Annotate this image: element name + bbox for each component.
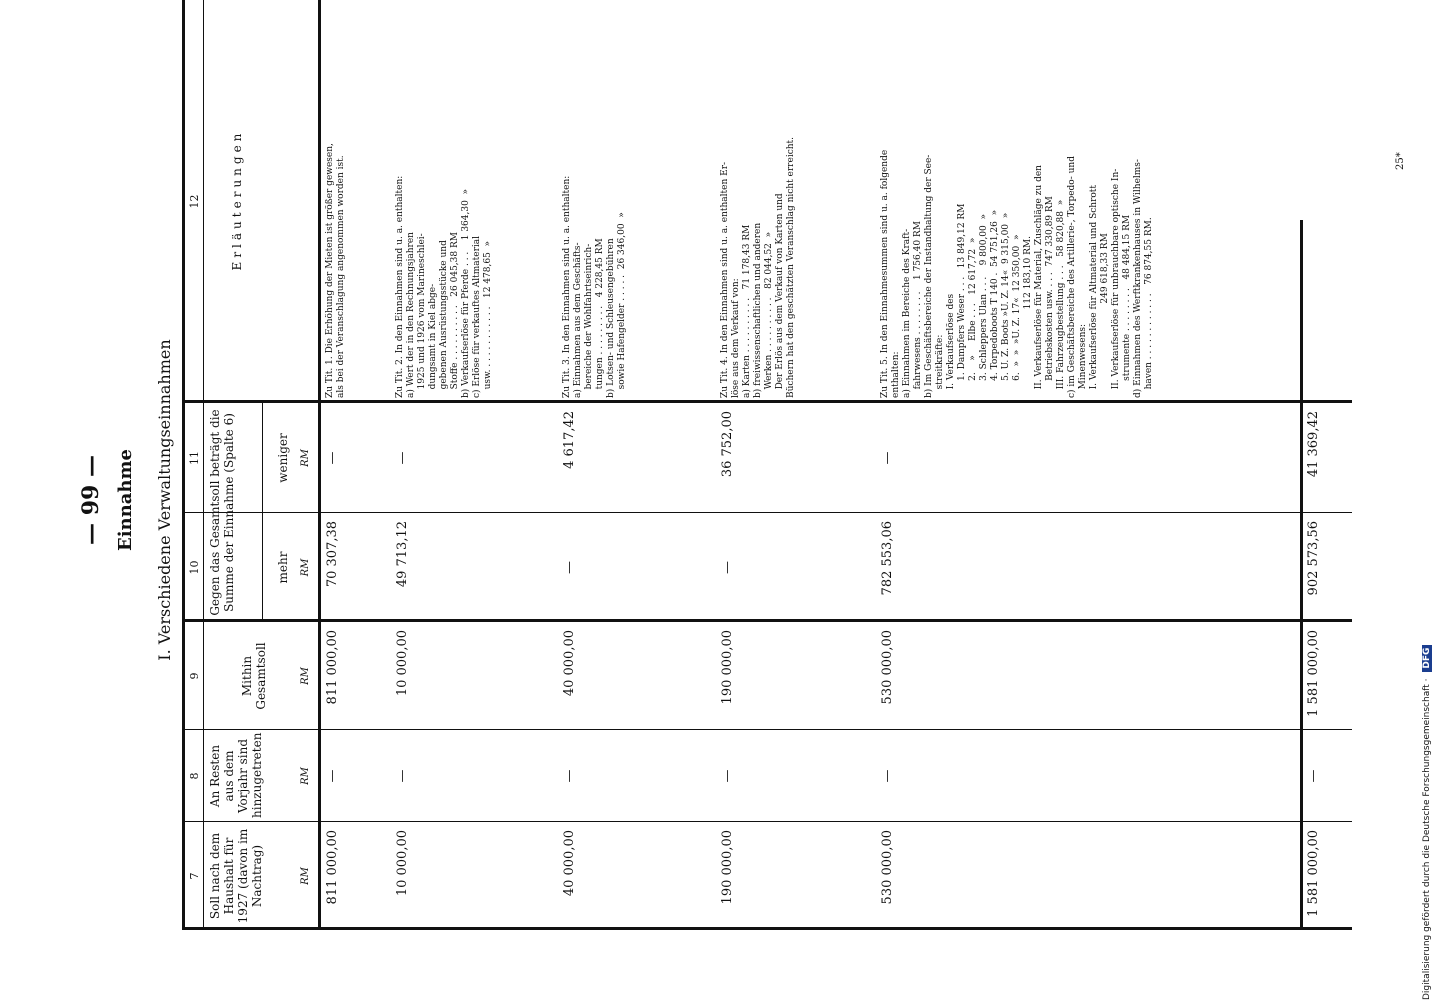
unit-8: RM [300, 767, 311, 785]
row1-gesamtsoll: 811 000,00 [325, 630, 340, 705]
unit-9: RM [300, 667, 311, 685]
header-erlaeuterungen: Erläuterungen [230, 129, 244, 271]
colnum-9: 9 [188, 672, 201, 680]
row3-weniger: 4 617,42 [562, 411, 577, 469]
row2-erlaeuterung: Zu Tit. 2. In den Einnahmen sind u. a. enthalten: a) Wert der in den Rechnungsjahren 1925 und 1926 vom Marineschlei- dungsamt in Kiel abge- gebenen Ausrüstungsstücke und Stoffe . . . . . . . . . . 26 045,38 RM b) Verkaufserlöse für Pferde . . . 1 364,30 » c) Erlöse für verkauftes Altmaterial usw. . . . . . . . . . . . 12 478,65 » [395, 175, 493, 398]
dfg-logo: DFG [1422, 645, 1432, 672]
colnum-12: 12 [188, 194, 201, 209]
row1-soll: 811 000,00 [325, 830, 340, 905]
row2-soll: 10 000,00 [395, 830, 410, 897]
header-group: Gegen das Gesamtsoll beträgt die Summe der Einnahme (Spalte 6) [208, 409, 236, 616]
row5-reste: — [880, 769, 895, 783]
table-top-border [182, 0, 185, 930]
row3-reste: — [562, 769, 577, 783]
colnum-8: 8 [188, 772, 201, 780]
colnum-11: 11 [188, 451, 201, 465]
colnum-7: 7 [188, 872, 201, 880]
total-soll: 1 581 000,00 [1306, 830, 1321, 917]
total-weniger: 41 369,42 [1306, 411, 1321, 478]
row2-weniger: — [395, 451, 410, 465]
row1-weniger: — [325, 451, 340, 465]
group-header-rule [262, 403, 263, 622]
row2-gesamtsoll: 10 000,00 [395, 630, 410, 697]
unit-10: RM [300, 558, 311, 577]
row5-weniger: — [880, 451, 895, 465]
row1-reste: — [325, 769, 340, 783]
row5-erlaeuterung: Zu Tit. 5. In den Einnahmesummen sind u. a. folgende enthalten: a) Einnahmen im Bereiche des Kraft- fahrwesens . . . . . . . . 1 756,40 RM b) Im Geschäftsbereiche der Instandhaltung der See- streitkräfte: I. Verkaufserlöse des 1. Dampfers Weser . . . 13 849,12 RM 2. » Elbe . . . 12 617,72 » 3. Schleppers Ulan . . . 9 800,00 » 4. Torpedoboots T 140 . 54 751,26 » 5. U. Z. Boots »U. Z. 14« 9 315,00 » 6. » » »U. Z. 17« 12 350,00 » 112 183,10 RM. II. Verkaufserlöse für Material, Zuschläge zu den Betriebskosten usw. . . . 747 330,89 RM III. Fahrzeugbestellung . . . 58 820,88 » c) im Geschäftsbereiche des Artillerie-, Torpedo- und Minenwesens: I. Verkaufserlöse für Altmaterial und Schrott 249 618,33 RM II. Verkaufserlöse für unbrauchbare optische In- strumente . . . . . . . . 48 484,15 RM d) Einnahmen des Werftkrankenhauses in Wilhelms- haven . . . . . . . . . . . . 76 874,55 RM. [880, 149, 1154, 398]
row3-erlaeuterung: Zu Tit. 3. In den Einnahmen sind u. a. enthalten: a) Einnahmen aus dem Geschäfts- bereiche der Wohlfahrtseinrich- tungen . . . . . . . . . 4 228,45 RM b) Lotsen- und Schleusengebühren sowie Hafengelder . . . . . 26 346,00 » [562, 175, 627, 398]
colnum-10: 10 [188, 560, 201, 575]
header-reste: An Resten aus dem Vorjahr sind hinzugetreten [208, 732, 264, 818]
col-rule-9-10 [182, 619, 1352, 622]
row3-mehr: — [562, 561, 577, 574]
table-left-border [182, 927, 1352, 930]
col-rule-10-11 [182, 512, 1352, 513]
row5-soll: 530 000,00 [880, 830, 895, 905]
page-number: — 99 — [78, 455, 104, 545]
row1-mehr: 70 307,38 [325, 521, 340, 588]
row5-gesamtsoll: 530 000,00 [880, 630, 895, 705]
bottom-page-number: 25* [1395, 152, 1406, 170]
section-title: I. Verschiedene Verwaltungseinnahmen [155, 339, 174, 661]
row3-gesamtsoll: 40 000,00 [562, 630, 577, 697]
row2-reste: — [395, 769, 410, 783]
header-gesamtsoll: Mithin Gesamtsoll [240, 642, 268, 710]
row4-mehr: — [720, 561, 735, 574]
header-soll: Soll nach dem Haushalt für 1927 (davon im Nachtrag) [208, 828, 264, 924]
total-gesamtsoll: 1 581 000,00 [1306, 630, 1321, 717]
row4-gesamtsoll: 190 000,00 [720, 630, 735, 705]
row4-soll: 190 000,00 [720, 830, 735, 905]
row1-erlaeuterung: Zu Tit. 1. Die Erhöhung der Mieten ist größer gewesen, als bei der Veranschlagung angenommen worden ist. [325, 143, 346, 398]
row4-erlaeuterung: Zu Tit. 4. In den Einnahmen sind u. a. enthalten Er- löse aus dem Verkauf von: a) Karten . . . . . . . . . . 71 178,43 RM b) freiwissenschaftlichen und anderen Werken . . . . . . . . . . 82 044,52 » Der Erlös aus dem Verkauf von Karten und Büchern hat den geschätzten Veranschlag nicht erreicht. [720, 136, 796, 398]
unit-7: RM [300, 867, 311, 885]
footer-text: Digitalisierung gefördert durch die Deutsche Forschungsgemeinschaft · [1422, 678, 1432, 1000]
row4-weniger: 36 752,00 [720, 411, 735, 478]
row3-soll: 40 000,00 [562, 830, 577, 897]
header-bottom-border [318, 0, 321, 930]
digitization-footer [1422, 645, 1432, 1000]
total-mehr: 902 573,56 [1306, 521, 1321, 596]
colnum-rule [203, 0, 204, 930]
total-reste: — [1306, 769, 1321, 783]
row5-mehr: 782 553,06 [880, 521, 895, 596]
einnahme-title: Einnahme [115, 449, 136, 551]
totals-rule [1300, 220, 1303, 930]
row4-reste: — [720, 769, 735, 783]
col-rule-7-8 [182, 821, 1352, 822]
unit-11: RM [300, 449, 311, 467]
col-rule-11-12 [182, 400, 1352, 403]
header-mehr: mehr [276, 551, 290, 584]
header-weniger: weniger [276, 433, 290, 483]
row2-mehr: 49 713,12 [395, 521, 410, 588]
col-rule-8-9 [182, 729, 1352, 730]
